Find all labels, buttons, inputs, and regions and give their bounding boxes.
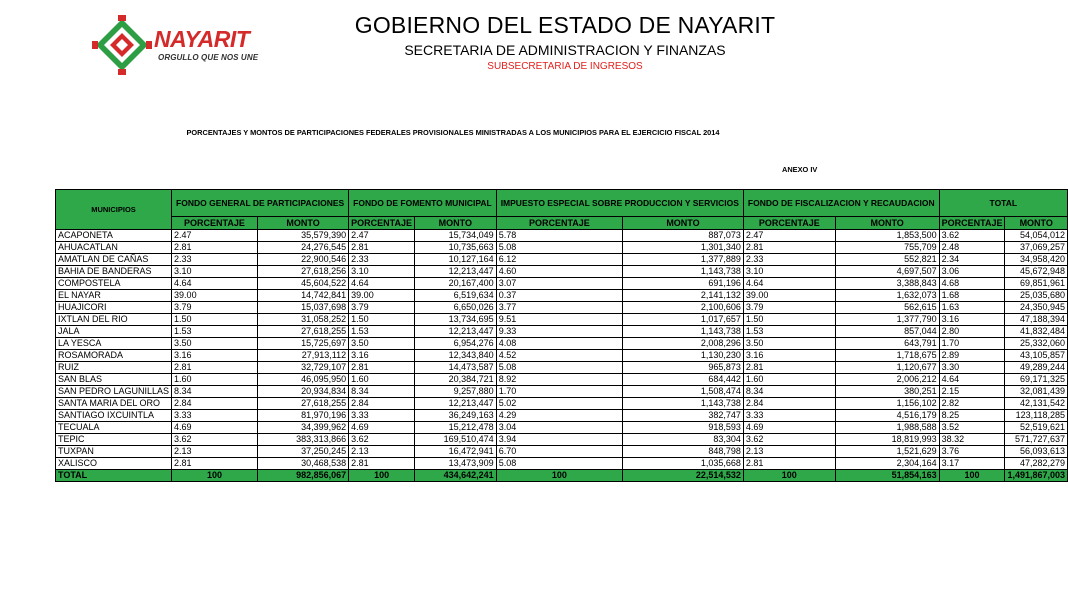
pct-ieps: 5.78 (496, 230, 622, 242)
pct-fondo-general: 2.13 (172, 446, 258, 458)
pct-fomento-municipal: 3.16 (349, 350, 415, 362)
pct-fondo-general: 3.33 (172, 410, 258, 422)
monto-fiscalizacion: 1,718,675 (835, 350, 939, 362)
table-row (56, 458, 1068, 470)
pct-fomento-municipal: 100 (349, 470, 415, 482)
pct-fomento-municipal: 3.10 (349, 266, 415, 278)
pct-fomento-municipal: 4.64 (349, 278, 415, 290)
pct-fondo-general: 2.81 (172, 242, 258, 254)
pct-fiscalizacion: 2.84 (743, 398, 835, 410)
municipio-name: SAN BLAS (56, 374, 172, 386)
subheader-monto: MONTO (415, 217, 497, 230)
pct-fiscalizacion: 3.10 (743, 266, 835, 278)
pct-fomento-municipal: 8.34 (349, 386, 415, 398)
monto-fondo-general: 30,468,538 (257, 458, 348, 470)
monto-fomento-municipal: 169,510,474 (415, 434, 497, 446)
pct-ieps: 3.77 (496, 302, 622, 314)
monto-ieps: 1,508,474 (623, 386, 744, 398)
pct-fiscalizacion: 1.50 (743, 314, 835, 326)
municipio-name: RUIZ (56, 362, 172, 374)
header-title: GOBIERNO DEL ESTADO DE NAYARIT (354, 12, 776, 38)
pct-total: 4.68 (939, 278, 1005, 290)
monto-fondo-general: 982,856,067 (257, 470, 348, 482)
table-row (56, 446, 1068, 458)
pct-total: 3.06 (939, 266, 1005, 278)
monto-ieps: 83,304 (623, 434, 744, 446)
pct-fomento-municipal: 2.81 (349, 242, 415, 254)
pct-fiscalizacion: 3.16 (743, 350, 835, 362)
pct-fomento-municipal: 3.50 (349, 338, 415, 350)
pct-total: 1.63 (939, 302, 1005, 314)
monto-fondo-general: 24,276,545 (257, 242, 348, 254)
municipio-name: BAHIA DE BANDERAS (56, 266, 172, 278)
monto-fiscalizacion: 857,044 (835, 326, 939, 338)
monto-fondo-general: 35,579,390 (257, 230, 348, 242)
monto-total: 34,958,420 (1005, 254, 1068, 266)
monto-ieps: 965,873 (623, 362, 744, 374)
table-row (56, 266, 1068, 278)
pct-total: 2.48 (939, 242, 1005, 254)
monto-fomento-municipal: 20,167,400 (415, 278, 497, 290)
monto-fondo-general: 45,604,522 (257, 278, 348, 290)
pct-fiscalizacion: 2.13 (743, 446, 835, 458)
subheader-porcentaje: PORCENTAJE (939, 217, 1005, 230)
monto-total: 24,350,945 (1005, 302, 1068, 314)
municipio-name: LA YESCA (56, 338, 172, 350)
municipio-name: TOTAL (56, 470, 172, 482)
monto-total: 123,118,285 (1005, 410, 1068, 422)
monto-fiscalizacion: 562,615 (835, 302, 939, 314)
pct-fomento-municipal: 3.79 (349, 302, 415, 314)
monto-fondo-general: 27,618,255 (257, 326, 348, 338)
monto-fiscalizacion: 1,988,588 (835, 422, 939, 434)
pct-ieps: 1.70 (496, 386, 622, 398)
pct-fiscalizacion: 3.50 (743, 338, 835, 350)
group-header-total: TOTAL (939, 190, 1067, 217)
total-row (56, 470, 1068, 482)
municipio-name: AMATLAN DE CAÑAS (56, 254, 172, 266)
pct-fondo-general: 3.10 (172, 266, 258, 278)
monto-total: 1,491,867,003 (1005, 470, 1068, 482)
monto-fondo-general: 383,313,866 (257, 434, 348, 446)
monto-fiscalizacion: 51,854,163 (835, 470, 939, 482)
pct-total: 2.82 (939, 398, 1005, 410)
group-header-fomento-municipal: FONDO DE FOMENTO MUNICIPAL (349, 190, 497, 217)
monto-fomento-municipal: 10,127,164 (415, 254, 497, 266)
municipio-name: TUXPAN (56, 446, 172, 458)
pct-ieps: 9.33 (496, 326, 622, 338)
monto-fiscalizacion: 4,697,507 (835, 266, 939, 278)
monto-total: 45,672,948 (1005, 266, 1068, 278)
pct-fomento-municipal: 2.81 (349, 458, 415, 470)
monto-ieps: 684,442 (623, 374, 744, 386)
pct-total: 4.64 (939, 374, 1005, 386)
monto-fondo-general: 46,095,950 (257, 374, 348, 386)
pct-total: 3.16 (939, 314, 1005, 326)
table-row (56, 290, 1068, 302)
pct-ieps: 5.02 (496, 398, 622, 410)
monto-fomento-municipal: 36,249,163 (415, 410, 497, 422)
monto-fondo-general: 22,900,546 (257, 254, 348, 266)
monto-fomento-municipal: 14,473,587 (415, 362, 497, 374)
monto-fomento-municipal: 6,650,026 (415, 302, 497, 314)
municipio-name: ACAPONETA (56, 230, 172, 242)
municipio-name: ROSAMORADA (56, 350, 172, 362)
subheader-monto: MONTO (623, 217, 744, 230)
monto-ieps: 1,130,230 (623, 350, 744, 362)
pct-fiscalizacion: 2.81 (743, 458, 835, 470)
pct-fomento-municipal: 2.84 (349, 398, 415, 410)
table-row (56, 302, 1068, 314)
monto-fiscalizacion: 2,006,212 (835, 374, 939, 386)
pct-ieps: 0.37 (496, 290, 622, 302)
pct-total: 1.68 (939, 290, 1005, 302)
pct-fondo-general: 39.00 (172, 290, 258, 302)
table-row (56, 230, 1068, 242)
table-row (56, 386, 1068, 398)
pct-ieps: 4.52 (496, 350, 622, 362)
monto-ieps: 1,377,889 (623, 254, 744, 266)
table-row (56, 326, 1068, 338)
table-row (56, 278, 1068, 290)
pct-fomento-municipal: 2.47 (349, 230, 415, 242)
pct-fomento-municipal: 1.60 (349, 374, 415, 386)
monto-fondo-general: 27,913,112 (257, 350, 348, 362)
pct-fondo-general: 3.16 (172, 350, 258, 362)
monto-fomento-municipal: 13,734,695 (415, 314, 497, 326)
pct-fiscalizacion: 1.60 (743, 374, 835, 386)
pct-total: 2.34 (939, 254, 1005, 266)
municipio-name: IXTLAN DEL RIO (56, 314, 172, 326)
monto-ieps: 1,143,738 (623, 398, 744, 410)
pct-ieps: 5.08 (496, 362, 622, 374)
subheader-porcentaje: PORCENTAJE (743, 217, 835, 230)
pct-fiscalizacion: 2.33 (743, 254, 835, 266)
pct-fiscalizacion: 1.53 (743, 326, 835, 338)
pct-ieps: 8.92 (496, 374, 622, 386)
municipio-name: AHUACATLAN (56, 242, 172, 254)
pct-fomento-municipal: 2.81 (349, 362, 415, 374)
pct-fomento-municipal: 2.33 (349, 254, 415, 266)
pct-fondo-general: 1.50 (172, 314, 258, 326)
monto-ieps: 2,100,606 (623, 302, 744, 314)
monto-fiscalizacion: 1,120,677 (835, 362, 939, 374)
monto-ieps: 887,073 (623, 230, 744, 242)
pct-total: 3.30 (939, 362, 1005, 374)
pct-total: 8.25 (939, 410, 1005, 422)
table-row (56, 362, 1068, 374)
group-header-ieps: IMPUESTO ESPECIAL SOBRE PRODUCCION Y SERVICIOS (496, 190, 743, 217)
pct-fiscalizacion: 4.69 (743, 422, 835, 434)
pct-fiscalizacion: 39.00 (743, 290, 835, 302)
municipio-name: XALISCO (56, 458, 172, 470)
pct-fiscalizacion: 2.47 (743, 230, 835, 242)
table-row (56, 350, 1068, 362)
monto-ieps: 1,017,657 (623, 314, 744, 326)
monto-fondo-general: 32,729,107 (257, 362, 348, 374)
monto-fiscalizacion: 755,709 (835, 242, 939, 254)
monto-fiscalizacion: 3,388,843 (835, 278, 939, 290)
monto-ieps: 918,593 (623, 422, 744, 434)
municipios-header: MUNICIPIOS (56, 190, 172, 230)
annex-label: ANEXO IV (782, 165, 818, 174)
participaciones-table (55, 189, 1068, 482)
monto-total: 47,188,394 (1005, 314, 1068, 326)
monto-fiscalizacion: 18,819,993 (835, 434, 939, 446)
table-row (56, 422, 1068, 434)
monto-fondo-general: 15,725,697 (257, 338, 348, 350)
monto-fomento-municipal: 6,954,276 (415, 338, 497, 350)
monto-fondo-general: 27,618,256 (257, 266, 348, 278)
monto-fiscalizacion: 1,521,629 (835, 446, 939, 458)
logo-title: NAYARIT (154, 26, 250, 52)
pct-ieps: 4.60 (496, 266, 622, 278)
pct-ieps: 4.29 (496, 410, 622, 422)
monto-total: 69,851,961 (1005, 278, 1068, 290)
monto-total: 25,332,060 (1005, 338, 1068, 350)
pct-fomento-municipal: 39.00 (349, 290, 415, 302)
pct-fiscalizacion: 8.34 (743, 386, 835, 398)
monto-fiscalizacion: 380,251 (835, 386, 939, 398)
pct-total: 38.32 (939, 434, 1005, 446)
monto-total: 571,727,637 (1005, 434, 1068, 446)
pct-fondo-general: 1.60 (172, 374, 258, 386)
monto-fondo-general: 81,970,196 (257, 410, 348, 422)
monto-total: 43,105,857 (1005, 350, 1068, 362)
monto-fiscalizacion: 1,632,073 (835, 290, 939, 302)
pct-ieps: 5.08 (496, 242, 622, 254)
monto-fomento-municipal: 12,213,447 (415, 398, 497, 410)
table-row (56, 410, 1068, 422)
monto-total: 41,832,484 (1005, 326, 1068, 338)
municipio-name: TEPIC (56, 434, 172, 446)
monto-fomento-municipal: 16,472,941 (415, 446, 497, 458)
monto-fiscalizacion: 2,304,164 (835, 458, 939, 470)
monto-fomento-municipal: 6,519,634 (415, 290, 497, 302)
monto-total: 32,081,439 (1005, 386, 1068, 398)
monto-fiscalizacion: 1,377,790 (835, 314, 939, 326)
subheader-porcentaje: PORCENTAJE (496, 217, 622, 230)
monto-fomento-municipal: 9,257,880 (415, 386, 497, 398)
pct-fondo-general: 3.79 (172, 302, 258, 314)
municipio-name: SAN PEDRO LAGUNILLAS (56, 386, 172, 398)
pct-ieps: 6.12 (496, 254, 622, 266)
monto-fondo-general: 27,618,255 (257, 398, 348, 410)
pct-fondo-general: 4.69 (172, 422, 258, 434)
pct-fiscalizacion: 3.33 (743, 410, 835, 422)
subheader-monto: MONTO (257, 217, 348, 230)
pct-fiscalizacion: 2.81 (743, 242, 835, 254)
pct-fondo-general: 8.34 (172, 386, 258, 398)
pct-total: 3.52 (939, 422, 1005, 434)
monto-fondo-general: 31,058,252 (257, 314, 348, 326)
monto-ieps: 22,514,532 (623, 470, 744, 482)
pct-fiscalizacion: 100 (743, 470, 835, 482)
table-row (56, 398, 1068, 410)
monto-fiscalizacion: 1,853,500 (835, 230, 939, 242)
municipio-name: JALA (56, 326, 172, 338)
monto-fiscalizacion: 552,821 (835, 254, 939, 266)
monto-total: 56,093,613 (1005, 446, 1068, 458)
pct-fomento-municipal: 1.50 (349, 314, 415, 326)
pct-total: 1.70 (939, 338, 1005, 350)
municipio-name: HUAJICORI (56, 302, 172, 314)
pct-total: 2.89 (939, 350, 1005, 362)
pct-fiscalizacion: 3.62 (743, 434, 835, 446)
monto-fomento-municipal: 12,213,447 (415, 266, 497, 278)
monto-ieps: 691,196 (623, 278, 744, 290)
table-row (56, 314, 1068, 326)
monto-total: 47,282,279 (1005, 458, 1068, 470)
monto-fondo-general: 37,250,245 (257, 446, 348, 458)
monto-ieps: 1,301,340 (623, 242, 744, 254)
table-row (56, 374, 1068, 386)
table-row (56, 254, 1068, 266)
municipio-name: EL NAYAR (56, 290, 172, 302)
pct-fomento-municipal: 1.53 (349, 326, 415, 338)
monto-ieps: 848,798 (623, 446, 744, 458)
monto-fondo-general: 15,037,698 (257, 302, 348, 314)
pct-ieps: 3.04 (496, 422, 622, 434)
pct-total: 2.80 (939, 326, 1005, 338)
monto-fomento-municipal: 10,735,663 (415, 242, 497, 254)
pct-ieps: 100 (496, 470, 622, 482)
pct-fondo-general: 2.84 (172, 398, 258, 410)
pct-ieps: 6.70 (496, 446, 622, 458)
subheader-monto: MONTO (835, 217, 939, 230)
monto-fiscalizacion: 1,156,102 (835, 398, 939, 410)
monto-fomento-municipal: 12,343,840 (415, 350, 497, 362)
municipio-name: TECUALA (56, 422, 172, 434)
pct-total: 3.17 (939, 458, 1005, 470)
pct-fiscalizacion: 2.81 (743, 362, 835, 374)
pct-fomento-municipal: 2.13 (349, 446, 415, 458)
pct-fondo-general: 2.33 (172, 254, 258, 266)
pct-total: 2.15 (939, 386, 1005, 398)
pct-total: 3.76 (939, 446, 1005, 458)
municipio-name: SANTIAGO IXCUINTLA (56, 410, 172, 422)
monto-fondo-general: 34,399,962 (257, 422, 348, 434)
pct-fondo-general: 4.64 (172, 278, 258, 290)
group-header-fiscalizacion: FONDO DE FISCALIZACION Y RECAUDACION (743, 190, 939, 217)
header-secretaria: SECRETARIA DE ADMINISTRACION Y FINANZAS (404, 42, 726, 58)
group-header-fondo-general: FONDO GENERAL DE PARTICIPACIONES (172, 190, 349, 217)
table-row (56, 242, 1068, 254)
monto-fomento-municipal: 12,213,447 (415, 326, 497, 338)
pct-fondo-general: 100 (172, 470, 258, 482)
monto-fomento-municipal: 13,473,909 (415, 458, 497, 470)
pct-fondo-general: 2.47 (172, 230, 258, 242)
pct-total: 100 (939, 470, 1005, 482)
monto-ieps: 1,143,738 (623, 266, 744, 278)
pct-fomento-municipal: 4.69 (349, 422, 415, 434)
monto-ieps: 1,143,738 (623, 326, 744, 338)
municipio-name: SANTA MARIA DEL ORO (56, 398, 172, 410)
pct-fondo-general: 2.81 (172, 362, 258, 374)
pct-ieps: 3.94 (496, 434, 622, 446)
subheader-monto: MONTO (1005, 217, 1068, 230)
pct-fomento-municipal: 3.33 (349, 410, 415, 422)
logo-tagline: ORGULLO QUE NOS UNE (158, 53, 259, 62)
nayarit-emblem-icon (92, 15, 152, 75)
header-subsecretaria: SUBSECRETARIA DE INGRESOS (487, 61, 643, 72)
monto-ieps: 2,008,296 (623, 338, 744, 350)
monto-total: 37,069,257 (1005, 242, 1068, 254)
monto-total: 69,171,325 (1005, 374, 1068, 386)
pct-fondo-general: 2.81 (172, 458, 258, 470)
document-subtitle: PORCENTAJES Y MONTOS DE PARTICIPACIONES FEDERALES PROVISIONALES MINISTRADAS A LOS MUNICIPIOS PARA EL EJERCICIO FISCAL 2014 (186, 128, 720, 137)
pct-fomento-municipal: 3.62 (349, 434, 415, 446)
nayarit-logo (92, 13, 262, 75)
monto-fomento-municipal: 15,734,049 (415, 230, 497, 242)
monto-ieps: 2,141,132 (623, 290, 744, 302)
monto-fomento-municipal: 434,642,241 (415, 470, 497, 482)
monto-fiscalizacion: 4,516,179 (835, 410, 939, 422)
monto-total: 49,289,244 (1005, 362, 1068, 374)
pct-ieps: 3.07 (496, 278, 622, 290)
monto-ieps: 1,035,668 (623, 458, 744, 470)
monto-total: 52,519,621 (1005, 422, 1068, 434)
monto-fomento-municipal: 20,384,721 (415, 374, 497, 386)
monto-total: 42,131,542 (1005, 398, 1068, 410)
table-row (56, 338, 1068, 350)
monto-fondo-general: 20,934,834 (257, 386, 348, 398)
pct-total: 3.62 (939, 230, 1005, 242)
monto-fiscalizacion: 643,791 (835, 338, 939, 350)
pct-fondo-general: 3.62 (172, 434, 258, 446)
pct-ieps: 5.08 (496, 458, 622, 470)
pct-fondo-general: 1.53 (172, 326, 258, 338)
municipio-name: COMPOSTELA (56, 278, 172, 290)
pct-ieps: 4.08 (496, 338, 622, 350)
pct-fondo-general: 3.50 (172, 338, 258, 350)
subheader-porcentaje: PORCENTAJE (349, 217, 415, 230)
pct-fiscalizacion: 3.79 (743, 302, 835, 314)
pct-ieps: 9.51 (496, 314, 622, 326)
monto-fondo-general: 14,742,841 (257, 290, 348, 302)
monto-total: 25,035,680 (1005, 290, 1068, 302)
subheader-porcentaje: PORCENTAJE (172, 217, 258, 230)
monto-ieps: 382,747 (623, 410, 744, 422)
monto-total: 54,054,012 (1005, 230, 1068, 242)
table-row (56, 434, 1068, 446)
pct-fiscalizacion: 4.64 (743, 278, 835, 290)
monto-fomento-municipal: 15,212,478 (415, 422, 497, 434)
